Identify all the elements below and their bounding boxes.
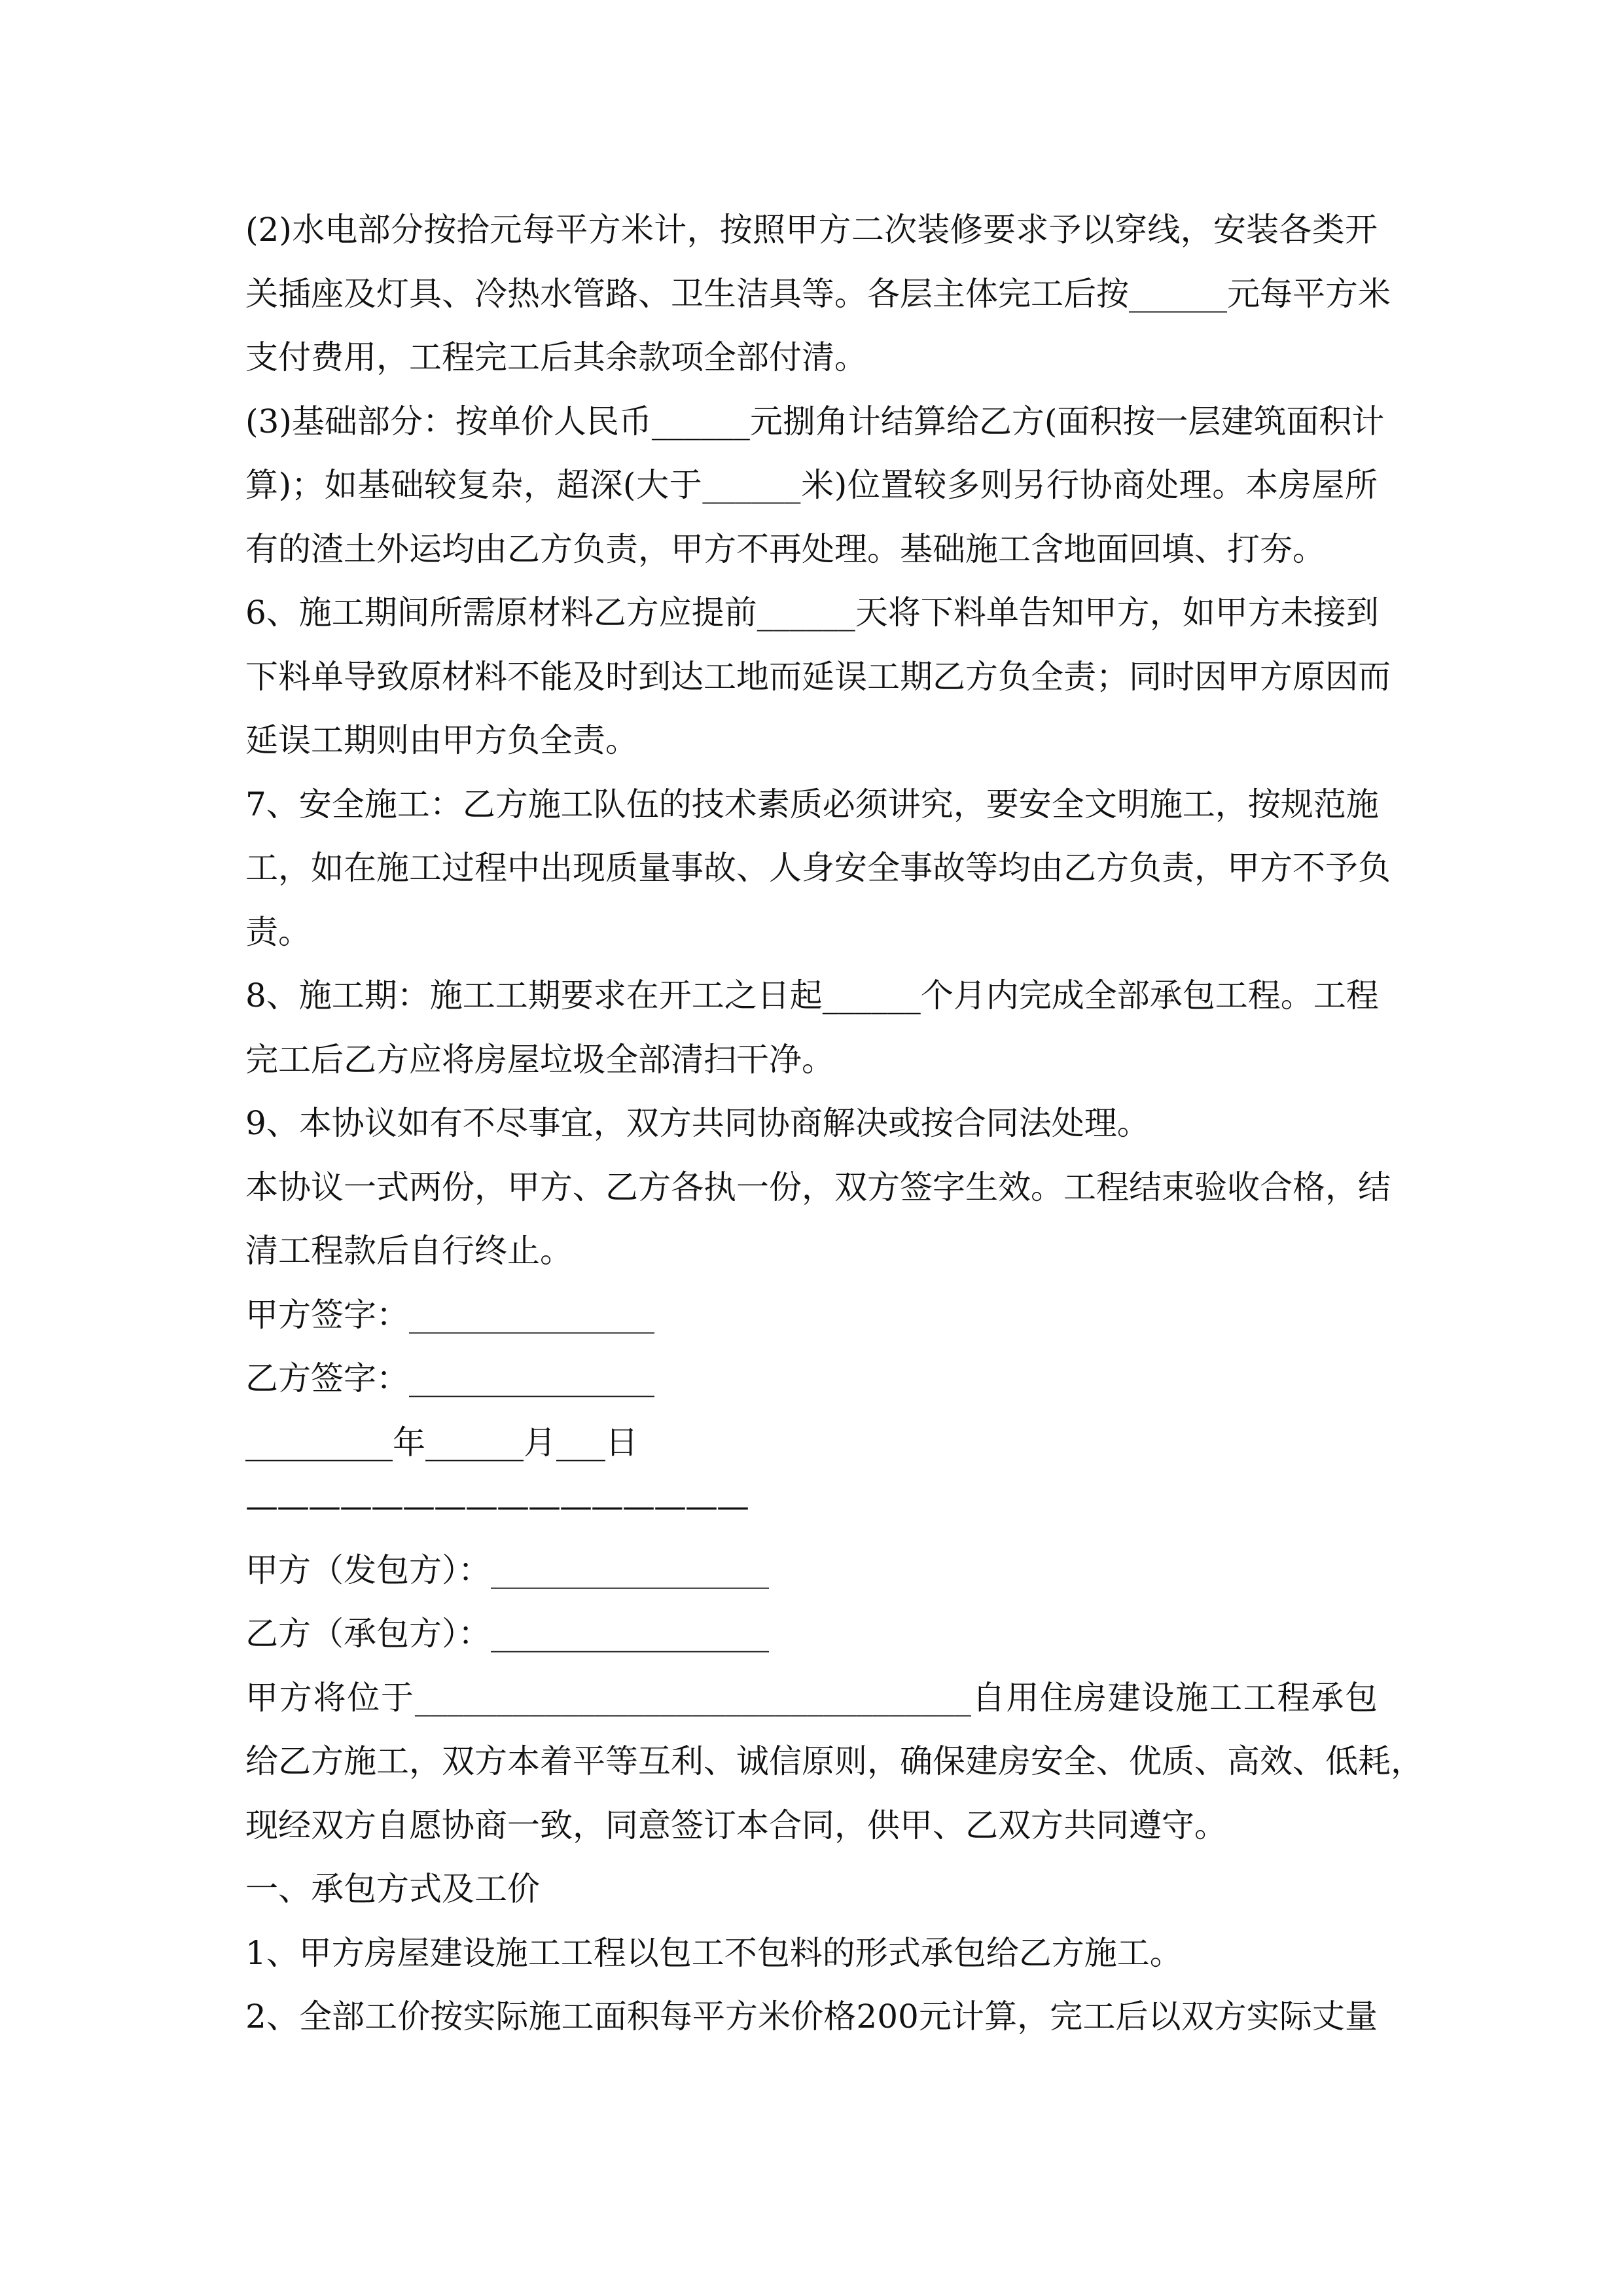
text-line: 给乙方施工，双方本着平等互利、诚信原则，确保建房安全、优质、高效、低耗， — [245, 1742, 1423, 1780]
text-line: 有的渣土外运均由乙方负责，甲方不再处理。基础施工含地面回填、打夯。 — [245, 529, 1325, 568]
text-line: 9、本协议如有不尽事宜，双方共同协商解决或按合同法处理。 — [245, 1104, 1150, 1142]
text-line: 甲方签字：_______________ — [245, 1295, 654, 1334]
text-line: 6、施工期间所需原材料乙方应提前______天将下料单告知甲方，如甲方未接到 — [245, 594, 1379, 632]
text-line: (3)基础部分：按单价人民币______元捌角计结算给乙方(面积按一层建筑面积计 — [245, 402, 1385, 440]
text-line: 乙方（承包方）：_________________ — [245, 1615, 769, 1653]
text-line: 8、施工期：施工工期要求在开工之日起______个月内完成全部承包工程。工程 — [245, 977, 1379, 1014]
text-line: 完工后乙方应将房屋垃圾全部清扫干净。 — [245, 1040, 834, 1079]
text-line: _________年______月___日 — [245, 1423, 638, 1462]
text-line: 一、承包方式及工价 — [245, 1870, 540, 1908]
text-line: 延误工期则由甲方负全责。 — [245, 721, 638, 759]
text-line: 1、甲方房屋建设施工工程以包工不包料的形式承包给乙方施工。 — [245, 1933, 1183, 1972]
text-line: 责。 — [245, 912, 311, 951]
text-line: 本协议一式两份，甲方、乙方各执一份，双方签字生效。工程结束验收合格，结 — [245, 1168, 1391, 1206]
text-line: 工，如在施工过程中出现质量事故、人身安全事故等均由乙方负责，甲方不予负 — [245, 849, 1391, 887]
text-line: 关插座及灯具、冷热水管路、卫生洁具等。各层主体完工后按______元每平方米 — [245, 274, 1391, 313]
separator-line: ———————————————— — [245, 1487, 748, 1525]
document-body — [245, 198, 1423, 2049]
text-line: 现经双方自愿协商一致，同意签订本合同，供甲、乙双方共同遵守。 — [245, 1806, 1227, 1844]
text-line: 乙方签字：_______________ — [245, 1359, 654, 1397]
text-line: (2)水电部分按拾元每平方米计，按照甲方二次装修要求予以穿线，安装各类开 — [245, 211, 1378, 249]
text-line: 支付费用，工程完工后其余款项全部付清。 — [245, 338, 867, 376]
text-line: 2、全部工价按实际施工面积每平方米价格200元计算，完工后以双方实际丈量 — [245, 1998, 1378, 2036]
text-line: 清工程款后自行终止。 — [245, 1232, 573, 1270]
text-line: 甲方（发包方）：_________________ — [245, 1551, 769, 1589]
text-line: 7、安全施工：乙方施工队伍的技术素质必须讲究，要安全文明施工，按规范施 — [245, 785, 1379, 823]
text-line: 下料单导致原材料不能及时到达工地而延误工期乙方负全责；同时因甲方原因而 — [245, 657, 1391, 696]
text-line: 算)；如基础较复杂，超深(大于______米)位置较多则另行协商处理。本房屋所 — [245, 466, 1378, 504]
text-line: 甲方将位于__________________________________自用住房建设施工工程承包 — [245, 1678, 1378, 1717]
